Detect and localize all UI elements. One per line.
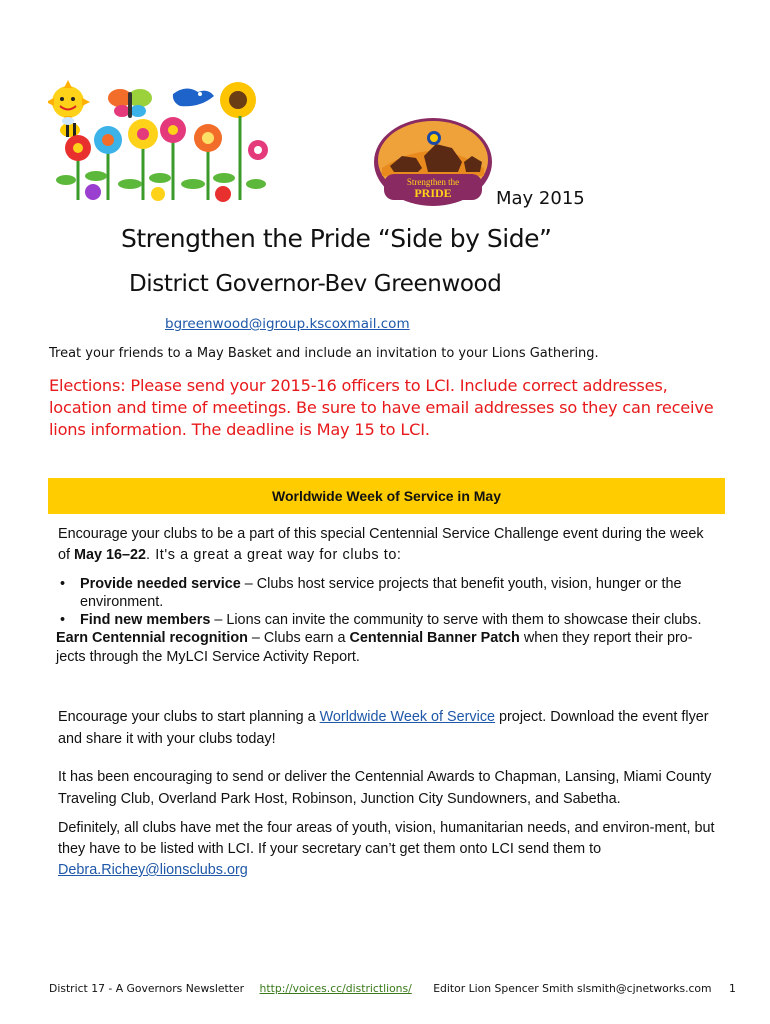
- page-number: 1: [729, 982, 736, 995]
- bullet-list: [56, 575, 720, 667]
- lci-email-link[interactable]: Debra.Richey@lionsclubs.org: [58, 862, 248, 878]
- bullet-icon: •: [60, 576, 66, 592]
- centennial-text-a: – Clubs earn a: [247, 630, 350, 646]
- lions-pride-logo: [372, 116, 494, 208]
- p1-text-b: . It's a great a great way for clubs to:: [146, 547, 402, 563]
- bullet-text: – Lions can invite the community to serve with them to showcase their clubs.: [210, 612, 702, 628]
- newsletter-title: Strengthen the Pride “Side by Side”: [121, 224, 552, 253]
- list-item: [56, 575, 720, 611]
- centennial-recognition: [56, 629, 720, 667]
- paragraph-encourage: [58, 524, 718, 566]
- issue-date: May 2015: [496, 188, 585, 209]
- intro-text: Treat your friends to a May Basket and include an invitation to your Lions Gathering.: [49, 346, 599, 361]
- section-banner: [48, 478, 725, 514]
- paragraph-planning: [58, 706, 718, 750]
- logo-text-bottom: PRIDE: [414, 186, 452, 200]
- p1-dates: May 16–22: [74, 547, 147, 563]
- list-item: [56, 611, 720, 629]
- page-footer: [49, 982, 736, 995]
- flower-garden-illustration: [48, 80, 270, 204]
- paragraph-clubs: [58, 818, 718, 881]
- centennial-bold: Earn Centennial recognition: [56, 630, 248, 646]
- worldwide-week-link[interactable]: Worldwide Week of Service: [319, 709, 496, 725]
- logo-text-top: Strengthen the: [406, 177, 460, 187]
- district-governor-heading: District Governor-Bev Greenwood: [129, 271, 502, 297]
- bullet-bold: Provide needed service: [80, 576, 241, 592]
- p3-text-b: project. Download the event flyer and share it with your clubs today!: [58, 709, 709, 747]
- governor-email-link[interactable]: bgreenwood@igroup.kscoxmail.com: [165, 316, 410, 332]
- footer-url-link[interactable]: http://voices.cc/districtlions/: [259, 982, 412, 995]
- p5-text: Definitely, all clubs have met the four areas of youth, vision, humanitarian needs, and environ-ment, but they have to be listed with LCI. If your secretary can’t get them onto LCI send them to: [58, 820, 715, 857]
- bullet-icon: •: [60, 612, 66, 628]
- bullet-text: – Clubs host service projects that benefit youth, vision, hunger or the environment.: [80, 576, 682, 610]
- p1-text-a: Encourage your clubs to be a part of this special Centennial Service Challenge event during the week of: [58, 526, 704, 563]
- footer-editor: Editor Lion Spencer Smith slsmith@cjnetworks.com: [433, 982, 712, 995]
- elections-notice: Elections: Please send your 2015-16 officers to LCI. Include correct addresses, location and time of meetings. Be sure to have email addresses so they can receive lions information. The deadline is May 15 to LCI.: [49, 376, 714, 439]
- paragraph-awards: It has been encouraging to send or deliver the Centennial Awards to Chapman, Lansing, Miami County Traveling Club, Overland Park Host, Robinson, Junction City Sundowners, and Sabetha.: [58, 769, 712, 807]
- bullet-bold: Find new members: [80, 612, 211, 628]
- p3-text-a: Encourage your clubs to start planning a: [58, 709, 320, 725]
- footer-newsletter: District 17 - A Governors Newsletter: [49, 982, 245, 995]
- centennial-text-b: when they report their pro-jects through the MyLCI Service Activity Report.: [56, 630, 693, 665]
- banner-title: Worldwide Week of Service in May: [272, 488, 501, 504]
- centennial-patch: Centennial Banner Patch: [349, 630, 520, 646]
